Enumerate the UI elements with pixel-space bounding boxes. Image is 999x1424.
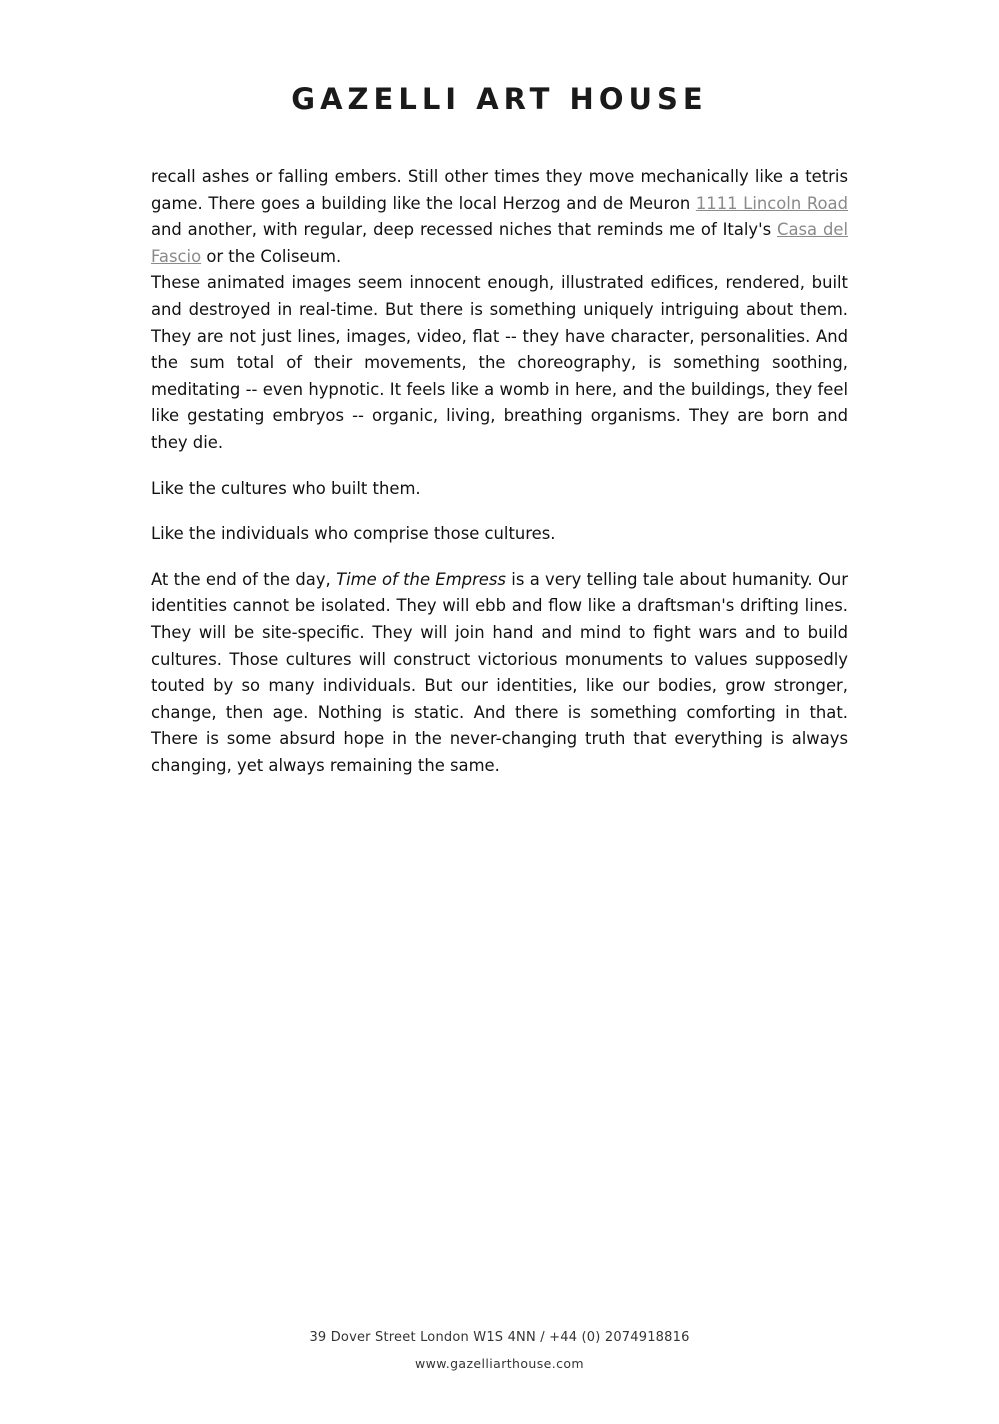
- paragraph-2: These animated images seem innocent enough, illustrated edifices, rendered, built and destroyed in real-time. But there is something uniquely intriguing about them. They are not just lines, images, video, flat -- they have character, personalities. And the sum total of their movements, the choreography, is something soothing, meditating -- even hypnotic. It feels like a womb in here, and the buildings, they feel like gestating embryos -- organic, living, breathing organisms. They are born and they die.: [151, 273, 848, 452]
- paragraph-1-text-middle: and another, with regular, deep recessed niches that reminds me of Italy's: [151, 220, 778, 240]
- casa-del-fascio-link[interactable]: Casa del Fascio: [151, 220, 848, 266]
- paragraph-3: Like the cultures who built them.: [151, 478, 421, 498]
- lincoln-road-link[interactable]: 1111 Lincoln Road: [695, 193, 848, 213]
- paragraph-1-text-end: or the Coliseum.: [201, 246, 342, 266]
- paragraph-5-text-start: At the end of the day,: [151, 569, 337, 589]
- paragraph-5-text-end: is a very telling tale about humanity. Our identities cannot be isolated. They will ebb and flow like a draftsman's drifting lines. They will be site-specific. They will join hand and mind to fight wars and to build cultures. Those cultures will construct victorious monuments to values supposedly touted by so many individuals. But our identities, like our bodies, grow stronger, change, then age. Nothing is static. And there is something comforting in that. There is some absurd hope in the never-changing truth that everything is always changing, yet always remaining the same.: [151, 569, 848, 775]
- artwork-title: Time of the Empress: [336, 569, 506, 589]
- paragraph-4: Like the individuals who comprise those cultures.: [151, 524, 556, 544]
- paragraph-5: [151, 567, 848, 780]
- footer-website-link[interactable]: www.gazelliarthouse.com: [414, 1356, 585, 1371]
- gallery-name-heading: GAZELLI ART HOUSE: [291, 82, 708, 116]
- article-body: [151, 164, 848, 779]
- paragraph-1: [151, 164, 848, 270]
- paragraph-1-text-start: recall ashes or falling embers. Still other times they move mechanically like a tetris game. There goes a building like the local Herzog and de Meuron: [151, 167, 848, 213]
- footer-address: 39 Dover Street London W1S 4NN / +44 (0) 2074918816: [309, 1330, 690, 1345]
